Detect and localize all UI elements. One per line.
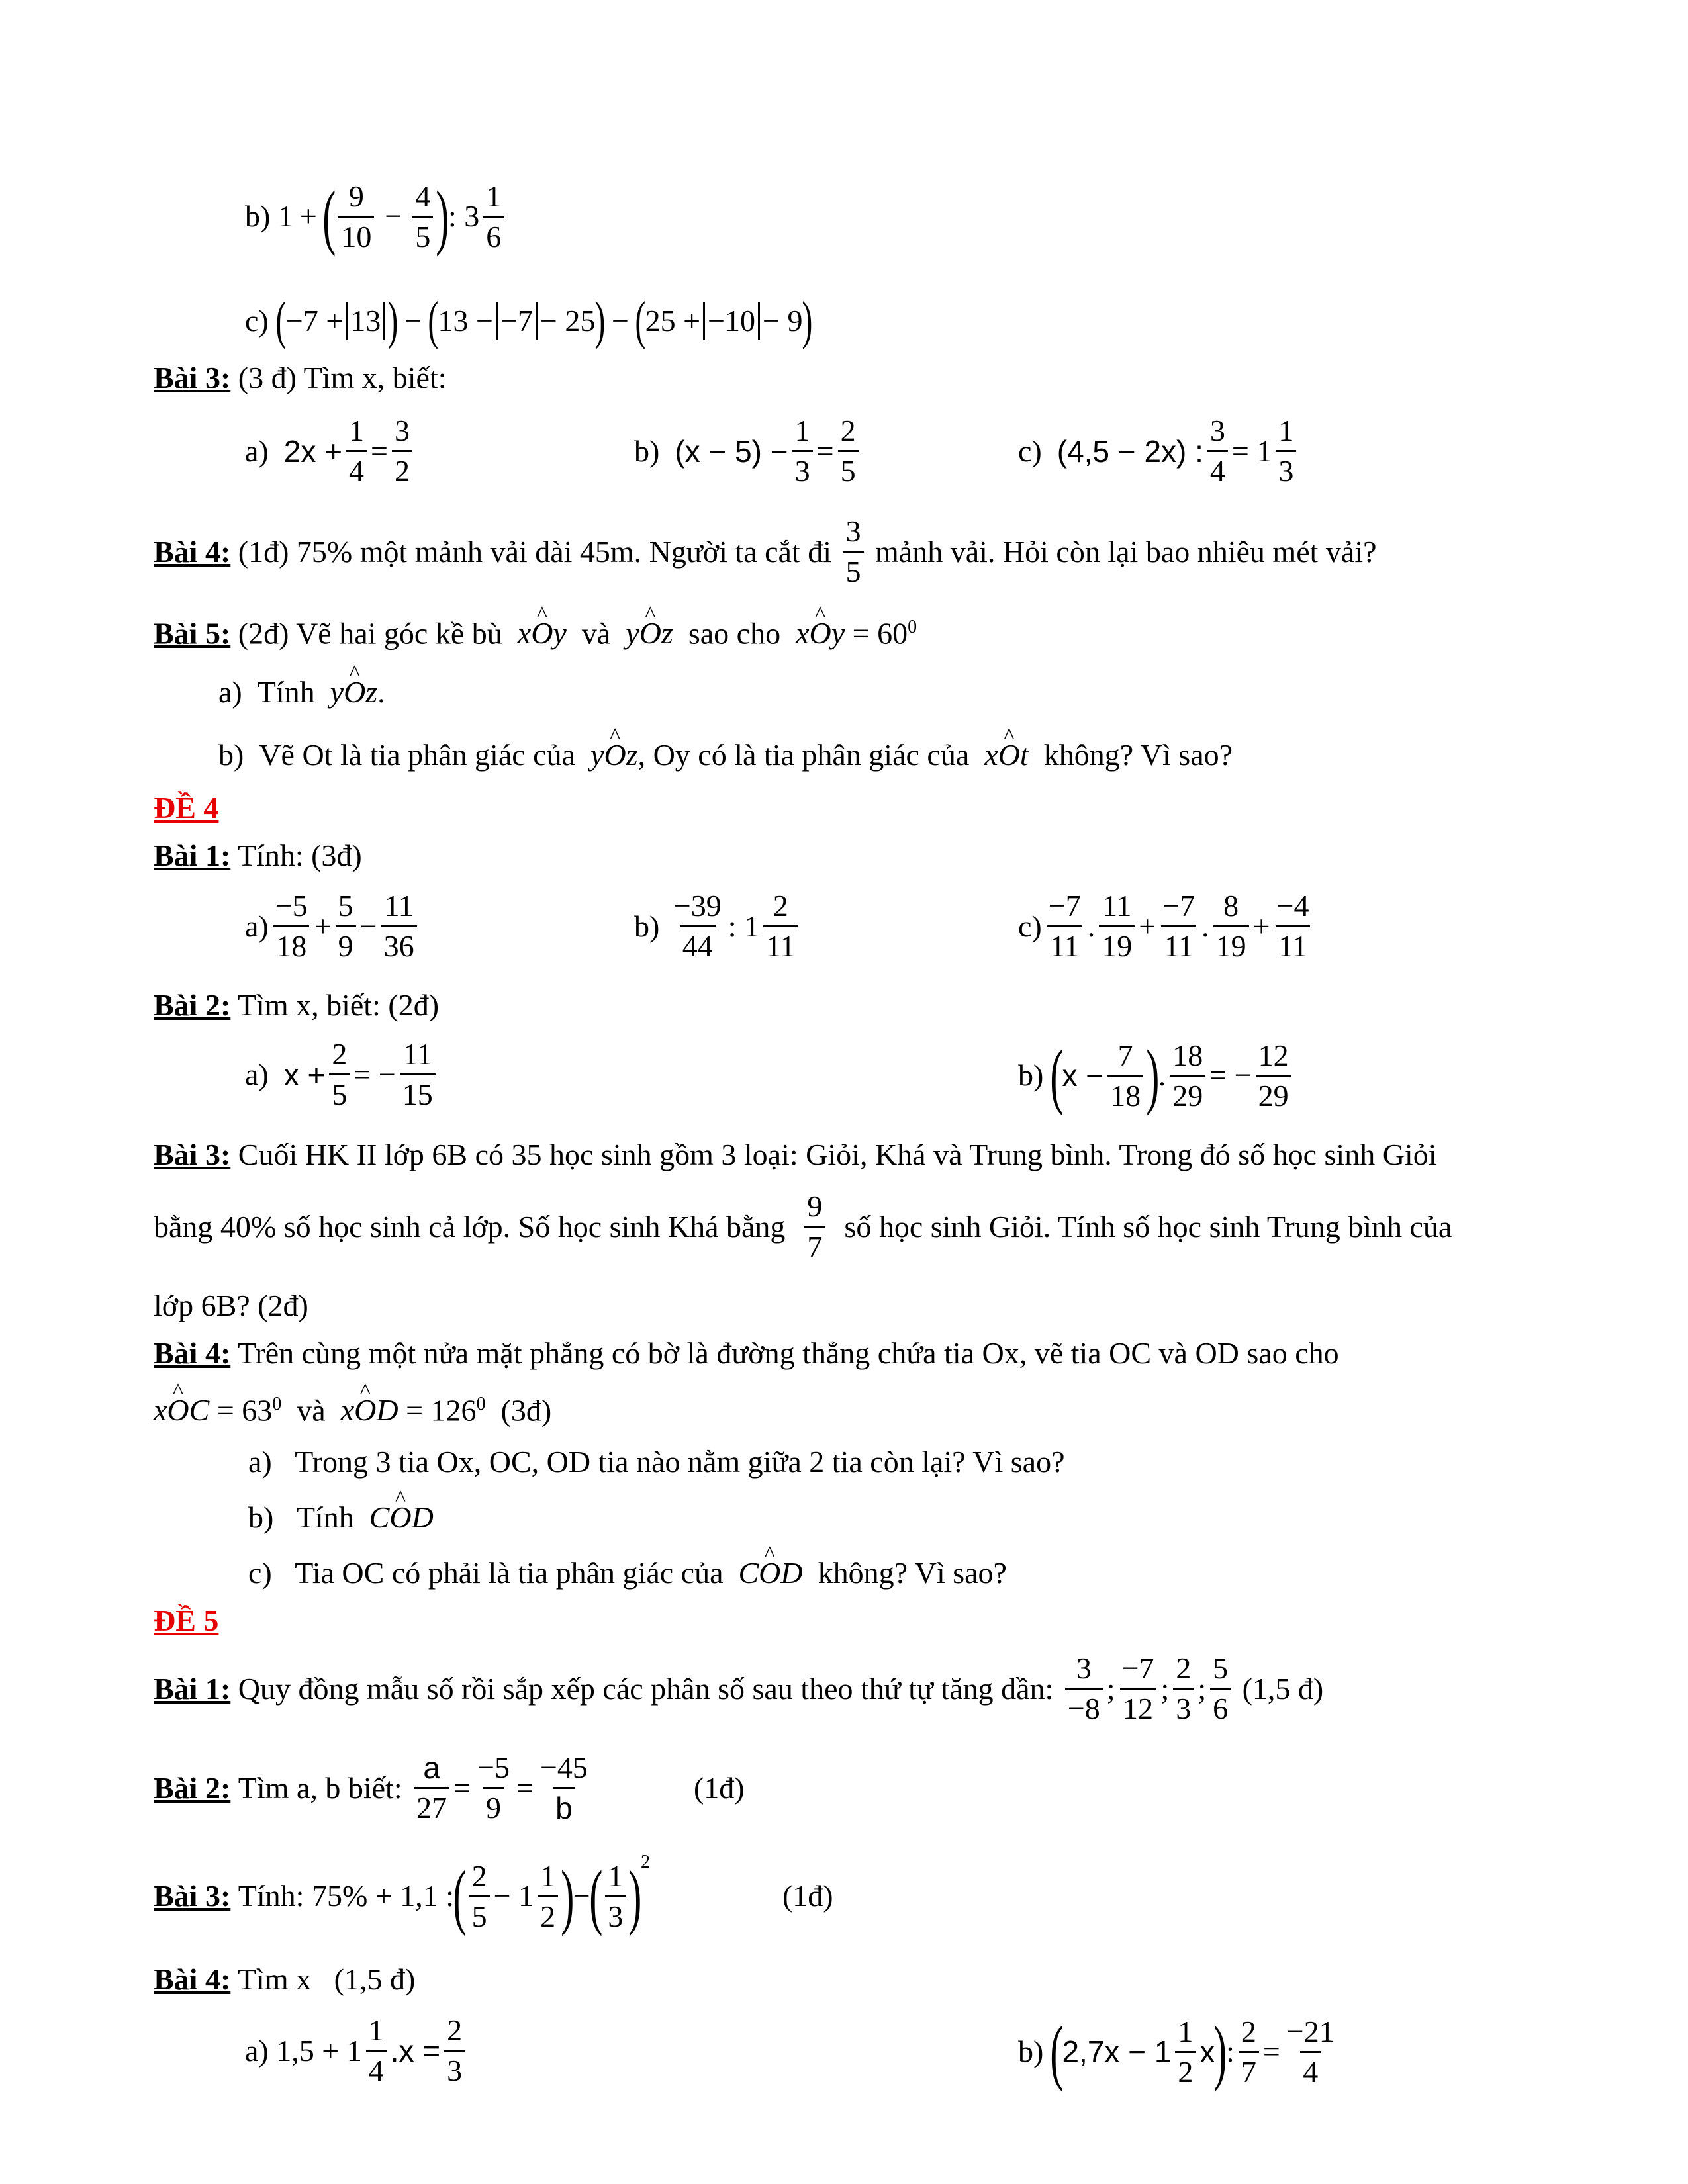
fraction: $\frac{4}{5}$ — [412, 181, 433, 252]
de3-bai5b: b) Vẽ Ot là tia phân giác của yO ^z, Oy có là tia phân giác của xO ^t không? Vì sao? — [218, 740, 1233, 770]
fraction: $\frac{2}{11}$ — [763, 891, 798, 962]
de3-bai3b: b) (x − 5) − $\frac{1}{3}$ = $\frac{2}{5}$ — [634, 416, 863, 486]
fraction: $\frac{2}{7}$ — [1239, 2017, 1259, 2087]
fraction: $\frac{1}{3}$ — [1276, 416, 1296, 486]
fraction: $\frac{2}{3}$ — [1173, 1653, 1194, 1724]
de3-bai2c: c) ( −7 + 13 ) − ( 13 − −7 − 25 ) − ( 25 + −10 − 9 ) — [245, 292, 813, 350]
fraction: $\frac{11}{15}$ — [400, 1039, 436, 1110]
fraction: $\frac{1}{3}$ — [792, 416, 813, 486]
fraction: $\frac{12}{29}$ — [1256, 1040, 1291, 1111]
de3-bai2b: b) 1 + ( $\frac{9}{10}$ − $\frac{4}{5}$ ) : 3 $\frac{1}{6}$ — [245, 180, 508, 253]
de4-bai1a: a) $\frac{-5}{18}$ + $\frac{5}{9}$ − $\frac{11}{36}$ — [245, 891, 421, 962]
fraction: $\frac{3}{5}$ — [843, 516, 864, 587]
fraction: $\frac{7}{18}$ — [1107, 1040, 1143, 1111]
fraction: $\frac{a}{27}$ — [414, 1752, 449, 1823]
fraction: $\frac{2}{5}$ — [838, 416, 859, 486]
fraction: $\frac{9}{10}$ — [338, 181, 374, 252]
de4-bai1-heading: Bài 1: Tính: (3đ) — [154, 839, 362, 872]
de3-bai5a: a) Tính yO ^z. — [218, 677, 385, 707]
fraction: $\frac{2}{5}$ — [469, 1861, 490, 1932]
fraction: $\frac{-7}{11}$ — [1048, 889, 1081, 963]
fraction: $\frac{5}{6}$ — [1210, 1653, 1231, 1724]
de4-bai4b: b) Tính CO ^D — [248, 1502, 434, 1533]
fraction: $\frac{2}{3}$ — [444, 2015, 465, 2086]
de4-bai1b: b) $\frac{-39}{44}$ : 1 $\frac{2}{11}$ — [634, 891, 802, 962]
de4-bai3-line2: bằng 40% số học sinh cả lớp. Số học sinh Khá bằng $\frac{9}{7}$ số học sinh Giỏi. Tính số học sinh Trung bình của — [154, 1189, 1452, 1263]
fraction: $\frac{9}{7}$ — [804, 1191, 825, 1262]
fraction: $\frac{3}{2}$ — [392, 416, 412, 486]
de5-bai2: Bài 2: Tìm a, b biết: $\frac{a}{27}$ = $\frac{-5}{9}$ = $\frac{-45}{b}$ (1đ) — [154, 1751, 745, 1825]
de4-bai4a: a) Trong 3 tia Ox, OC, OD tia nào nằm giữa 2 tia còn lại? Vì sao? — [248, 1445, 1065, 1479]
fraction: $\frac{3}{-8}$ — [1065, 1653, 1103, 1724]
de3-bai3-heading: Bài 3: (3 đ) Tìm x, biết: — [154, 361, 447, 394]
de5-bai3: Bài 3: Tính: 75% + 1,1 : ( $\frac{2}{5}$ − 1 $\frac{1}{2}$ ) − ( $\frac{1}{3}$ ) 2 (1đ) — [154, 1852, 833, 1936]
fraction: $\frac{-7}{12}$ — [1119, 1653, 1157, 1724]
de3-bai4: Bài 4: (1đ) 75% một mảnh vải dài 45m. Người ta cắt đi $\frac{3}{5}$ mảnh vải. Hỏi còn lại bao nhiêu mét vải? — [154, 514, 1377, 588]
fraction: $\frac{-4}{11}$ — [1276, 889, 1309, 963]
de4-bai2b: b) ( x − $\frac{7}{18}$ ) . $\frac{18}{29}$ = − $\frac{12}{29}$ — [1018, 1039, 1295, 1112]
de4-bai3-line1: Bài 3: Cuối HK II lớp 6B có 35 học sinh gồm 3 loại: Giỏi, Khá và Trung bình. Trong đó số học sinh Giỏi — [154, 1138, 1437, 1171]
de5-bai1: Bài 1: Quy đồng mẫu số rồi sắp xếp các phân số sau theo thứ tự tăng dần: $\frac{3}{-8}$ ; $\frac{-7}{12}$ ; $\frac{2}{3}$ ; $\frac{5}{6}$ (1,5 đ) — [154, 1651, 1324, 1725]
de5-bai4a: a) 1,5 + 1 $\frac{1}{4}$ .x = $\frac{2}{3}$ — [245, 2015, 469, 2086]
de4-bai4c: c) Tia OC có phải là tia phân giác của CO ^D không? Vì sao? — [248, 1558, 1007, 1588]
fraction: $\frac{3}{4}$ — [1207, 416, 1228, 486]
fraction: $\frac{1}{4}$ — [366, 2015, 387, 2086]
fraction: $\frac{1}{4}$ — [346, 416, 367, 486]
de5-heading: ĐỀ 5 — [154, 1604, 219, 1637]
de5-bai4b: b) ( 2,7x − 1 $\frac{1}{2}$ x ) : $\frac{2}{7}$ = $\frac{-21}{4}$ — [1018, 2015, 1341, 2088]
fraction: $\frac{1}{3}$ — [605, 1861, 626, 1932]
de4-heading: ĐỀ 4 — [154, 791, 219, 825]
fraction: $\frac{-45}{b}$ — [539, 1751, 588, 1825]
de4-bai1c: c) $\frac{-7}{11}$ . $\frac{11}{19}$ + $\frac{-7}{11}$ . $\frac{8}{19}$ + $\frac{-4}{11}$ — [1018, 891, 1316, 962]
de3-bai3c: c) (4,5 − 2x) : $\frac{3}{4}$ = 1 $\frac{1}{3}$ — [1018, 416, 1300, 486]
fraction: $\frac{18}{29}$ — [1170, 1040, 1205, 1111]
de4-bai4-line1: Bài 4: Trên cùng một nửa mặt phẳng có bờ là đường thẳng chứa tia Ox, vẽ tia OC và OD sao cho — [154, 1336, 1339, 1370]
fraction: $\frac{-5}{18}$ — [273, 891, 310, 962]
de3-bai3a: a) 2x + $\frac{1}{4}$ = $\frac{3}{2}$ — [245, 416, 416, 486]
de4-bai2-heading: Bài 2: Tìm x, biết: (2đ) — [154, 988, 440, 1022]
fraction: $\frac{-7}{11}$ — [1162, 889, 1196, 963]
de5-bai4-heading: Bài 4: Tìm x (1,5 đ) — [154, 1962, 416, 1996]
fraction: $\frac{1}{6}$ — [483, 181, 504, 252]
fraction: $\frac{5}{9}$ — [336, 891, 356, 962]
fraction: $\frac{1}{2}$ — [538, 1861, 558, 1932]
fraction: $\frac{11}{19}$ — [1099, 891, 1135, 962]
fraction: $\frac{-5}{9}$ — [477, 1751, 510, 1825]
fraction: $\frac{8}{19}$ — [1213, 891, 1249, 962]
de3-bai5-heading: Bài 5: (2đ) Vẽ hai góc kề bù xO ^y và yO ^z sao cho xO ^y = $60^0$ — [154, 618, 917, 649]
de4-bai4-line2: xO ^C = $63^0$ và xO ^D = $126^0$ (3đ) — [154, 1395, 551, 1426]
fraction: $\frac{-39}{44}$ — [673, 889, 722, 963]
de4-bai3-line3: lớp 6B? (2đ) — [154, 1289, 308, 1322]
fraction: $\frac{1}{2}$ — [1175, 2017, 1196, 2087]
fraction: $\frac{11}{36}$ — [381, 891, 417, 962]
de4-bai2a: a) x + $\frac{2}{5}$ = − $\frac{11}{15}$ — [245, 1039, 440, 1110]
fraction: $\frac{2}{5}$ — [329, 1039, 350, 1110]
fraction: $\frac{-21}{4}$ — [1286, 2014, 1335, 2089]
